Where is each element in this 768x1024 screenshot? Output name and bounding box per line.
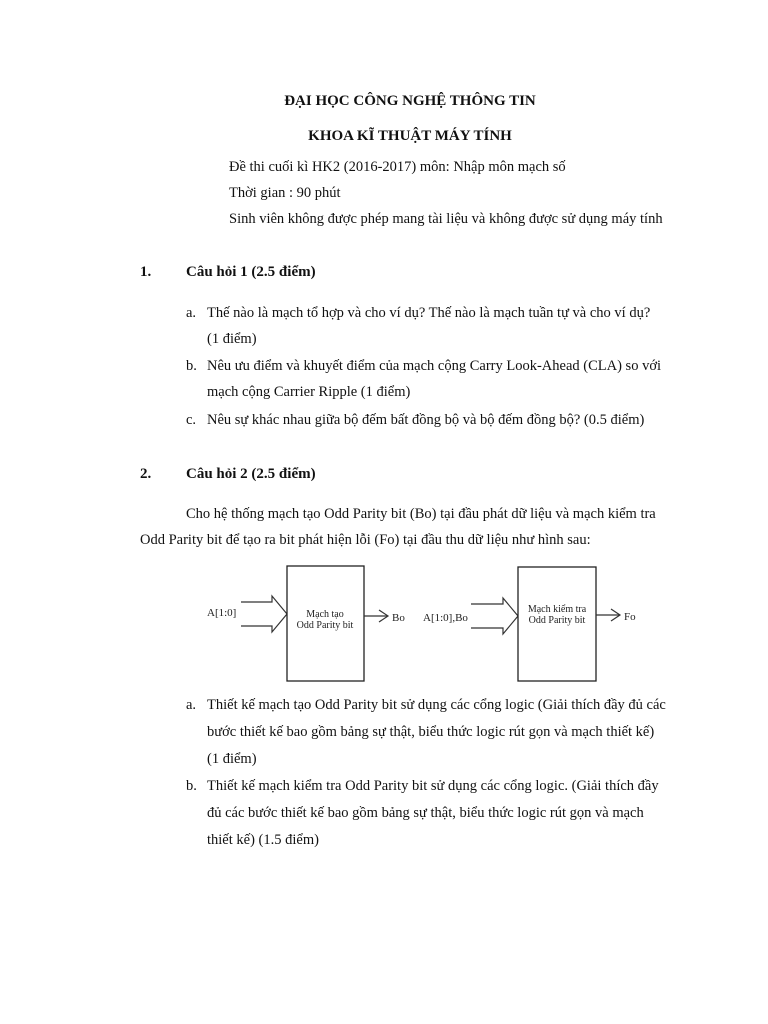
right-block-label-line2: Odd Parity bit: [528, 615, 586, 626]
left-output-label: Bo: [392, 612, 405, 624]
question-2-title: Câu hỏi 2 (2.5 điểm): [186, 466, 316, 482]
left-input-label: A[1:0]: [207, 607, 237, 619]
q1-item-b-line1: Nêu ưu điểm và khuyết điểm của mạch cộng Carry Look-Ahead (CLA) so với: [207, 358, 662, 374]
right-block-label-line1: Mạch kiểm tra: [527, 604, 587, 615]
exam-rules-line: Sinh viên không được phép mang tài liệu và không được sử dụng máy tính: [229, 211, 663, 227]
q2-item-a-line2: bước thiết kế bao gồm bảng sự thật, biểu thức logic rút gọn và mạch thiết kế): [207, 724, 655, 740]
question-1-number: 1.: [140, 264, 152, 280]
q2-item-a-line3: (1 điểm): [207, 751, 257, 767]
left-block-label-line2: Odd Parity bit: [296, 620, 354, 631]
q2-item-a-letter: a.: [186, 697, 197, 713]
left-output-arrow: [364, 610, 388, 622]
exam-duration-line: Thời gian : 90 phút: [229, 185, 341, 201]
q1-item-b-letter: b.: [186, 358, 197, 374]
q2-item-b-line3: thiết kế) (1.5 điểm): [207, 832, 319, 848]
q2-intro-line1: Cho hệ thống mạch tạo Odd Parity bit (Bo) tại đầu phát dữ liệu và mạch kiểm tra: [186, 506, 656, 522]
left-input-arrow: [241, 596, 287, 632]
right-input-arrow: [471, 598, 518, 634]
q1-item-a-letter: a.: [186, 305, 197, 321]
q1-item-c-line1: Nêu sự khác nhau giữa bộ đếm bất đồng bộ và bộ đếm đồng bộ? (0.5 điểm): [207, 412, 645, 428]
q1-item-a-line1: Thế nào là mạch tổ hợp và cho ví dụ? Thế nào là mạch tuần tự và cho ví dụ?: [207, 305, 651, 321]
left-block-label-line1: Mạch tạo: [306, 609, 344, 620]
q1-item-b-line2: mạch cộng Carrier Ripple (1 điểm): [207, 384, 411, 400]
q2-item-b-letter: b.: [186, 778, 197, 794]
q2-item-a-line1: Thiết kế mạch tạo Odd Parity bit sử dụng các cổng logic (Giải thích đầy đủ các: [207, 697, 666, 713]
question-2-number: 2.: [140, 466, 152, 482]
faculty-title: KHOA KĨ THUẬT MÁY TÍNH: [308, 128, 512, 144]
q1-item-c-letter: c.: [186, 412, 197, 428]
q2-item-b-line1: Thiết kế mạch kiểm tra Odd Parity bit sử dụng các cổng logic. (Giải thích đầy: [207, 778, 659, 794]
exam-subject-line: Đề thi cuối kì HK2 (2016-2017) môn: Nhập môn mạch số: [229, 159, 566, 175]
q2-item-b-line2: đủ các bước thiết kế bao gồm bảng sự thật, biểu thức logic rút gọn và mạch: [207, 805, 644, 821]
q1-item-a-line2: (1 điểm): [207, 331, 257, 347]
right-output-label: Fo: [624, 611, 636, 623]
right-input-label: A[1:0],Bo: [423, 612, 468, 624]
right-output-arrow: [596, 609, 620, 621]
university-title: ĐẠI HỌC CÔNG NGHỆ THÔNG TIN: [284, 93, 536, 109]
question-1-title: Câu hỏi 1 (2.5 điểm): [186, 264, 316, 280]
q2-intro-line2: Odd Parity bit để tạo ra bit phát hiện lỗi (Fo) tại đầu thu dữ liệu như hình sau:: [140, 532, 591, 548]
